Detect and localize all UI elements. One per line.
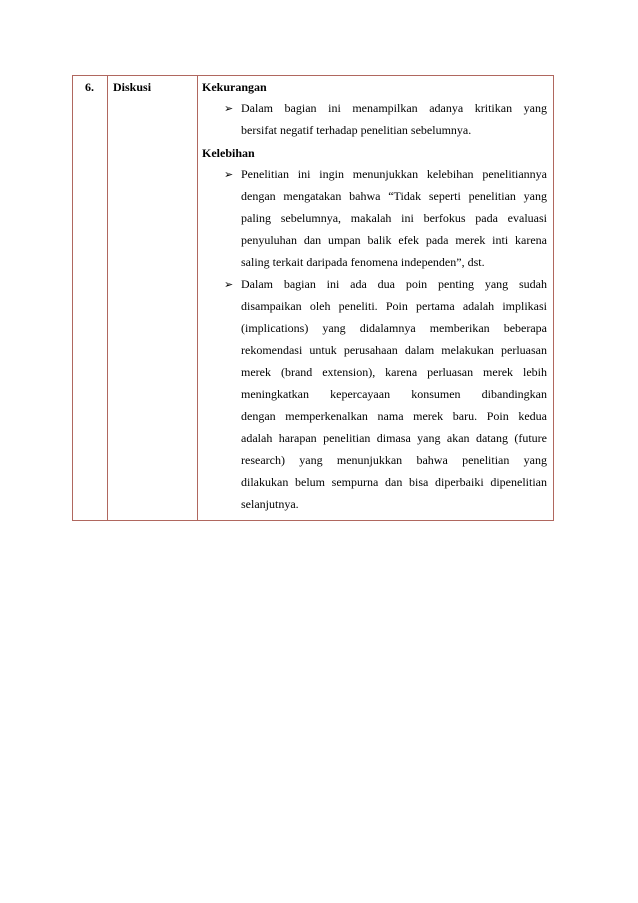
- text-line: merek (brand extension), karena perluasan merek lebih: [241, 365, 547, 379]
- text-line: bersifat negatif terhadap penelitian sebelumnya.: [241, 123, 472, 137]
- text-line: selanjutnya.: [241, 497, 299, 511]
- discussion-table: [72, 75, 554, 521]
- text-line: research) yang menunjukkan bahwa penelitian yang: [241, 453, 547, 467]
- kekurangan-heading: Kekurangan: [202, 80, 267, 94]
- text-line: Penelitian ini ingin menunjukkan kelebihan penelitiannya: [241, 167, 547, 181]
- text-line: dilakukan belum sempurna dan bisa diperbaiki dipenelitian: [241, 475, 547, 489]
- list-item: [202, 101, 547, 145]
- arrow-bullet-icon: ➢: [224, 102, 234, 115]
- text-line: disampaikan oleh peneliti. Poin pertama adalah implikasi: [241, 299, 547, 313]
- list-item: [202, 277, 547, 519]
- column-divider: [197, 76, 198, 520]
- text-line: paling sebelumnya, makalah ini berfokus pada evaluasi: [241, 211, 547, 225]
- row-content: [202, 80, 547, 519]
- kelebihan-heading: Kelebihan: [202, 146, 255, 160]
- text-line: dengan mengatakan bahwa “Tidak seperti penelitian yang: [241, 189, 547, 203]
- column-divider: [107, 76, 108, 520]
- text-line: saling terkait daripada fenomena independen”, dst.: [241, 255, 485, 269]
- text-line: penyuluhan dan umpan balik efek pada merek inti karena: [241, 233, 547, 247]
- text-line: Dalam bagian ini menampilkan adanya kritikan yang: [241, 101, 547, 115]
- list-item: [202, 167, 547, 277]
- row-number: 6.: [85, 80, 94, 94]
- text-line: (implications) yang didalamnya memberikan beberapa: [241, 321, 547, 335]
- text-line: meningkatkan kepercayaan konsumen dibandingkan: [241, 387, 547, 401]
- arrow-bullet-icon: ➢: [224, 278, 234, 291]
- text-line: adalah harapan penelitian dimasa yang akan datang (future: [241, 431, 547, 445]
- section-label: Diskusi: [113, 80, 152, 94]
- text-line: dengan memperkenalkan nama merek baru. Poin kedua: [241, 409, 547, 423]
- arrow-bullet-icon: ➢: [224, 168, 234, 181]
- text-line: rekomendasi untuk perusahaan dalam melakukan perluasan: [241, 343, 547, 357]
- text-line: Dalam bagian ini ada dua poin penting yang sudah: [241, 277, 547, 291]
